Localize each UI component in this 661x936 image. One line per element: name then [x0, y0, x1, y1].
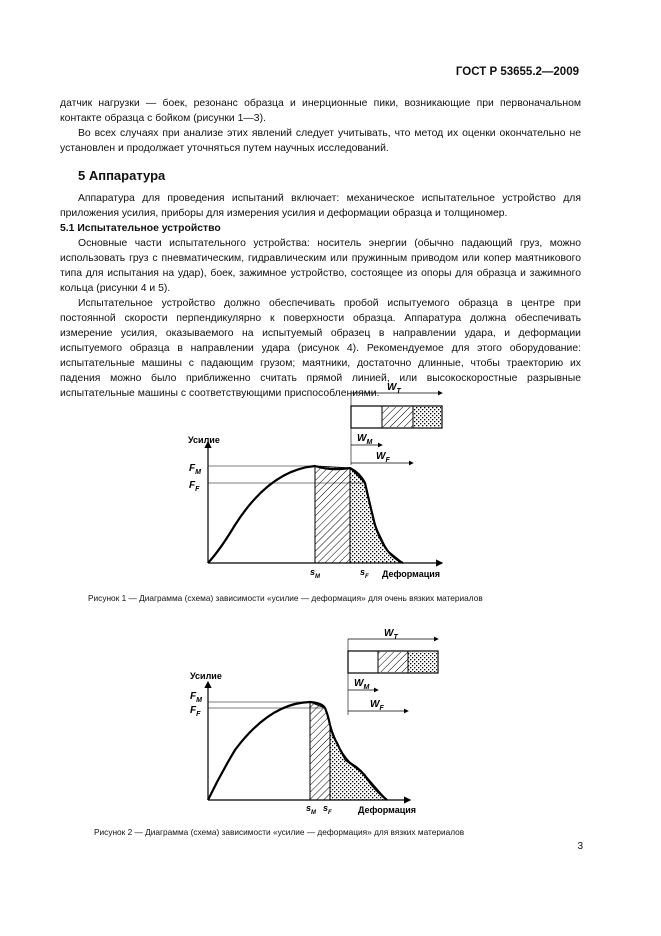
wf-label: $W_F$	[376, 451, 390, 464]
paragraph: Основные части испытательного устройства: носитель энергии (обычно падающий груз, можно использовать груз с пневматическим, гидравлическим или пружинным приводом или копер маятникового типа для испытания на удар), боек, зажимное устройство, состоящее из опоры для образца и зажимного кольца (рисунки 4 и 5).	[60, 238, 581, 294]
sm-label: $s_M$	[310, 567, 321, 580]
body-text	[60, 96, 581, 401]
figure-2-diagram	[180, 625, 480, 820]
subsection-title: 5.1 Испытательное устройство	[60, 223, 221, 234]
y-axis-label: Усилие	[190, 671, 222, 681]
figure-1-caption: Рисунок 1 — Диаграмма (схема) зависимости «усилие — деформация» для очень вязких материалов	[88, 593, 483, 603]
x-axis-label: Деформация	[382, 569, 441, 579]
y-axis-label: Усилие	[188, 435, 220, 445]
x-axis-label: Деформация	[358, 805, 417, 815]
energy-bar-dotted-segment	[408, 652, 437, 672]
sf-label: $s_F$	[360, 567, 369, 580]
wt-label: $W_T$	[384, 628, 398, 641]
sm-label: $s_M$	[306, 803, 317, 816]
energy-to-max-area	[315, 466, 350, 563]
ff-label: $F_F$	[189, 480, 200, 493]
wm-label: $W_M$	[357, 433, 373, 446]
fm-label: $F_M$	[189, 463, 201, 476]
paragraph: Испытательное устройство должно обеспечивать пробой испытуемого образца в центре при постоянной скорости перпендикулярно к поверхности образца. Аппаратура должна обеспечивать измерение усилия, оказываемого на испытуемый образец в направлении удара, и деформации испытуемого образца в направлении удара (рисунок 4). Рекомендуемое для этого оборудование: испытательные машины с падающим грузом; маятники, достаточно длинные, чтобы траекторию их падения можно было приближенно считать прямой линией, или высокоскоростные разрывные испытательные машины с соответствующими приспособлениями.	[60, 298, 581, 399]
figure-1-diagram	[180, 375, 480, 585]
fm-label: $F_M$	[190, 691, 202, 704]
section-title: 5 Аппаратура	[78, 168, 166, 183]
energy-bar-hatched-segment	[382, 407, 413, 427]
wf-label: $W_F$	[370, 699, 384, 712]
sf-label: $s_F$	[323, 803, 332, 816]
wm-label: $W_M$	[354, 678, 370, 691]
paragraph: Во всех случаях при анализе этих явлений следует учитывать, что метод их оценки окончательно не установлен и продолжает уточняться путем научных исследований.	[60, 128, 581, 154]
paragraph: Аппаратура для проведения испытаний включает: механическое испытательное устройство для приложения усилия, приборы для измерения усилия и деформации образца и толщиномер.	[60, 193, 581, 219]
energy-bar-dotted-segment	[413, 407, 441, 427]
energy-after-max-area	[350, 468, 403, 563]
document-header: ГОСТ Р 53655.2—2009	[455, 66, 579, 78]
figure-2-caption: Рисунок 2 — Диаграмма (схема) зависимости «усилие — деформация» для вязких материалов	[94, 827, 465, 837]
page-number: 3	[577, 841, 583, 852]
ff-label: $F_F$	[190, 705, 201, 718]
wt-label: $W_T$	[387, 382, 401, 395]
energy-after-max-area	[330, 725, 387, 800]
energy-bar-hatched-segment	[378, 652, 408, 672]
paragraph: датчик нагрузки — боек, резонанс образца и инерционные пики, возникающие при первоначальном контакте образца с бойком (рисунки 1—3).	[60, 98, 581, 124]
